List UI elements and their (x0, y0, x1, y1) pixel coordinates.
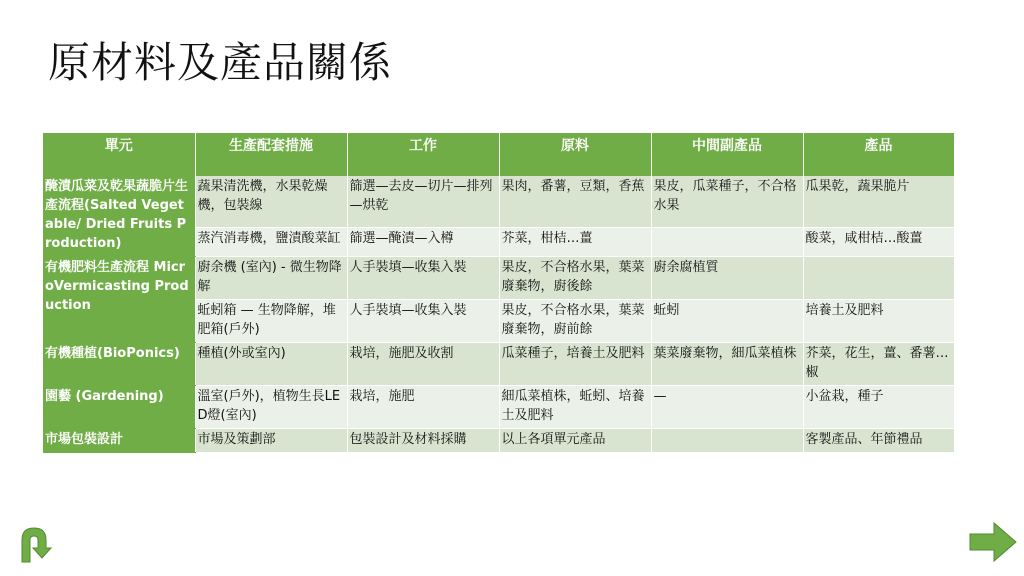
header-facilities: 生產配套措施 (195, 133, 347, 176)
table-cell: 果肉，番薯，豆類，香蕉 (499, 176, 651, 227)
table-cell: 芥菜，柑桔…薑 (499, 227, 651, 256)
header-products: 產品 (803, 133, 954, 176)
table-cell: 芥菜，花生，薑、番薯…椒 (803, 343, 954, 386)
table-cell: 果皮，不合格水果，葉菜廢棄物，廚後餘 (499, 257, 651, 300)
table-cell: 栽培，施肥 (347, 386, 499, 429)
table-cell: 細瓜菜植株，蚯蚓、培養土及肥料 (499, 386, 651, 429)
header-row (43, 133, 954, 176)
table-cell: 以上各項單元產品 (499, 429, 651, 453)
table-cell: 栽培，施肥及收割 (347, 343, 499, 386)
unit-cell: 有機種植(BioPonics) (43, 343, 195, 386)
table-cell: 廚余機 (室內) - 微生物降解 (195, 257, 347, 300)
table-row (43, 386, 954, 429)
unit-cell: 園藝 (Gardening) (43, 386, 195, 429)
table-cell: 培養土及肥料 (803, 300, 954, 343)
table-cell (651, 227, 803, 256)
return-arrow-icon[interactable] (14, 524, 54, 564)
table-cell: 酸菜，咸柑桔…酸薑 (803, 227, 954, 256)
table-cell (651, 429, 803, 453)
table-cell: 果皮，不合格水果，葉菜廢棄物，廚前餘 (499, 300, 651, 343)
right-arrow-icon[interactable] (968, 520, 1018, 564)
table-row (43, 257, 954, 300)
unit-cell: 有機肥料生產流程 MicroVermicasting Production (43, 257, 195, 343)
table-cell: 葉菜廢棄物，細瓜菜植株 (651, 343, 803, 386)
table-cell: 客製產品、年節禮品 (803, 429, 954, 453)
table-cell: 瓜菜種子，培養土及肥料 (499, 343, 651, 386)
table-cell: 蚯蚓 (651, 300, 803, 343)
table-cell: 篩選—去皮—切片—排列—烘乾 (347, 176, 499, 227)
unit-cell: 市場包裝設計 (43, 429, 195, 453)
table-cell: 人手裝填—收集入裝 (347, 257, 499, 300)
table-cell: — (651, 386, 803, 429)
unit-cell: 醃漬瓜菜及乾果蔬脆片生產流程(Salted Vegetable/ Dried Fruits Production) (43, 176, 195, 257)
table-cell (803, 257, 954, 300)
table-cell: 包裝設計及材料採購 (347, 429, 499, 453)
table-cell: 果皮，瓜菜種子，不合格水果 (651, 176, 803, 227)
table-cell: 溫室(戶外)，植物生長LED燈(室內) (195, 386, 347, 429)
header-work: 工作 (347, 133, 499, 176)
table-cell: 市場及策劃部 (195, 429, 347, 453)
table-row (43, 429, 954, 453)
right-arrow-icon (968, 520, 1018, 564)
table-cell: 人手裝填—收集入裝 (347, 300, 499, 343)
table-row (43, 343, 954, 386)
header-intermediate-byproducts: 中間副產品 (651, 133, 803, 176)
relationship-table (43, 133, 955, 453)
table-cell: 廚余腐植質 (651, 257, 803, 300)
header-unit: 單元 (43, 133, 195, 176)
table-cell: 蔬果清洗機，水果乾燥機，包裝線 (195, 176, 347, 227)
header-raw-materials: 原料 (499, 133, 651, 176)
table-cell: 小盆栽，種子 (803, 386, 954, 429)
table-cell: 蒸汽消毒機，鹽漬酸菜缸 (195, 227, 347, 256)
table-cell: 瓜果乾，蔬果脆片 (803, 176, 954, 227)
table-cell: 篩選—醃漬—入樽 (347, 227, 499, 256)
table-cell: 蚯蚓箱 — 生物降解，堆肥箱(戶外) (195, 300, 347, 343)
slide-title: 原材料及產品關係 (48, 38, 393, 87)
return-arrow-icon (14, 524, 54, 564)
table-cell: 種植(外或室內) (195, 343, 347, 386)
table-row (43, 176, 954, 227)
